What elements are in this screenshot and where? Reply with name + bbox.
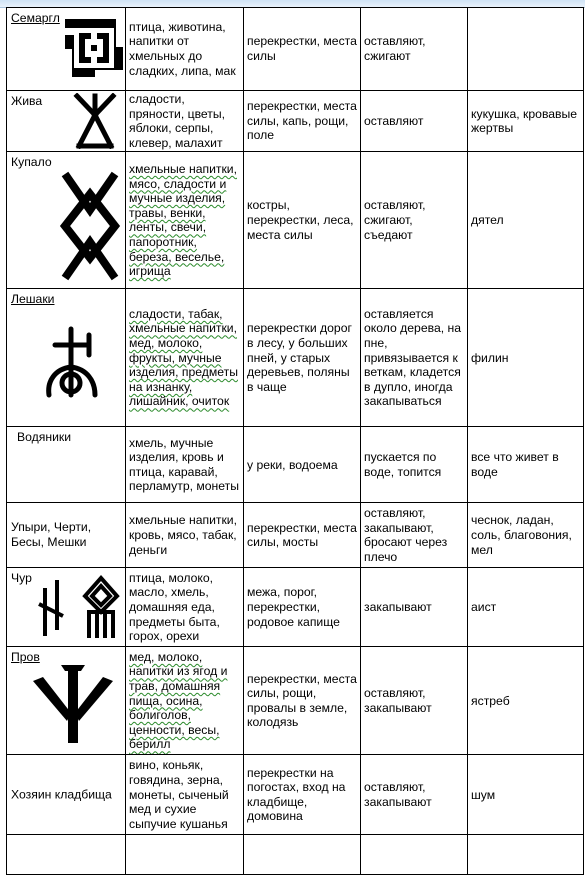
places-cell: перекрестки дорог в лесу, у больших пней, у старых деревьев, поляны в чаще bbox=[244, 289, 361, 427]
offerings-cell: птица, молоко, масло, хмель, домашняя еда, предметы быта, горох, орехи bbox=[126, 568, 244, 647]
deity-name: Семаргл bbox=[11, 11, 60, 25]
handling-cell: оставляют, закапывают, бросают через плечо bbox=[361, 503, 468, 568]
sacrifice-cell: аист bbox=[468, 568, 584, 647]
offerings-text: мед, молоко, напитки из ягод и трав, домашняя пища, осина, болиголов, ценности, весы, берилл bbox=[129, 649, 228, 752]
deity-cell bbox=[7, 568, 126, 647]
sacrifice-cell: все что живет в воде bbox=[468, 427, 584, 503]
deity-cell bbox=[7, 8, 126, 91]
sacrifice-cell: шум bbox=[468, 755, 584, 835]
chur-rune-symbols-icon bbox=[35, 574, 121, 640]
prov-trident-symbol-icon bbox=[31, 661, 115, 745]
table-row-empty bbox=[7, 835, 584, 875]
offerings-cell: птица, животина, напитки от хмельных до сладких, липа, мак bbox=[126, 8, 244, 91]
handling-cell: оставляют, закапывают bbox=[361, 755, 468, 835]
sacrifice-cell: ястреб bbox=[468, 647, 584, 755]
offerings-table bbox=[6, 7, 584, 875]
kupalo-rhombus-symbol-icon bbox=[57, 170, 123, 282]
deity-name: Водяники bbox=[17, 430, 72, 445]
handling-cell: оставляют bbox=[361, 91, 468, 152]
offerings-cell: хмель, мучные изделия, кровь и птица, каравай, перламутр, монеты bbox=[126, 427, 244, 503]
table-row bbox=[7, 8, 584, 91]
empty-cell bbox=[468, 835, 584, 875]
deity-name: Жива bbox=[11, 94, 43, 108]
handling-cell: оставляют, сжигают, съедают bbox=[361, 152, 468, 289]
offerings-cell: вино, коньяк, говядина, зерна, монеты, сыченый мед и сухие сыпучие кушанья bbox=[126, 755, 244, 835]
deity-cell bbox=[7, 755, 126, 835]
deity-name: Чур bbox=[11, 571, 32, 586]
deity-cell bbox=[7, 647, 126, 755]
handling-cell: пускается по воде, топится bbox=[361, 427, 468, 503]
sacrifice-cell bbox=[468, 8, 584, 91]
empty-cell bbox=[244, 835, 361, 875]
deity-cell bbox=[7, 289, 126, 427]
table-row bbox=[7, 152, 584, 289]
sacrifice-cell: дятел bbox=[468, 152, 584, 289]
zhiva-rune-symbol-icon bbox=[73, 93, 117, 149]
sacrifice-cell: кукушка, кровавые жертвы bbox=[468, 91, 584, 152]
places-cell: перекрестки, места силы, капь, рощи, поле bbox=[244, 91, 361, 152]
table-row bbox=[7, 568, 584, 647]
places-cell: у реки, водоема bbox=[244, 427, 361, 503]
deity-name: Лешаки bbox=[11, 292, 55, 307]
empty-cell bbox=[361, 835, 468, 875]
offerings-text: хмельные напитки, мясо, сладости и мучные изделия, травы, венки, ленты, свечи, папоротник, береза, веселье, игрища bbox=[129, 162, 237, 279]
sacrifice-cell: филин bbox=[468, 289, 584, 427]
table-row bbox=[7, 91, 584, 152]
offerings-cell bbox=[126, 152, 244, 289]
places-cell: перекрестки, места силы bbox=[244, 8, 361, 91]
table-row bbox=[7, 755, 584, 835]
deity-cell bbox=[7, 152, 126, 289]
deity-name: Хозяин кладбища bbox=[11, 787, 112, 802]
empty-cell bbox=[126, 835, 244, 875]
deity-name: Купало bbox=[11, 155, 52, 170]
table-row bbox=[7, 427, 584, 503]
offerings-cell bbox=[126, 289, 244, 427]
table-row bbox=[7, 289, 584, 427]
places-cell: перекрестки на погостах, вход на кладбище, домовина bbox=[244, 755, 361, 835]
deity-cell bbox=[7, 91, 126, 152]
deity-cell bbox=[7, 427, 126, 503]
handling-cell: оставляют, сжигают bbox=[361, 8, 468, 91]
offerings-cell: хмельные напитки, кровь, мясо, табак, деньги bbox=[126, 503, 244, 568]
places-cell: перекрестки, места силы, мосты bbox=[244, 503, 361, 568]
leshak-rune-symbol-icon bbox=[41, 325, 103, 399]
deity-cell bbox=[7, 503, 126, 568]
semargl-swastika-symbol-icon bbox=[65, 19, 123, 77]
sacrifice-cell: чеснок, ладан, соль, благовония, мел bbox=[468, 503, 584, 568]
deity-name: Упыри, Черти, Бесы, Мешки bbox=[11, 520, 92, 550]
places-cell: межа, порог, перекрестки, родовое капище bbox=[244, 568, 361, 647]
offerings-cell bbox=[126, 647, 244, 755]
handling-cell: оставляется около дерева, на пне, привязывается к веткам, кладется в дупло, иногда закапываться bbox=[361, 289, 468, 427]
empty-cell bbox=[7, 835, 126, 875]
deity-name: Пров bbox=[11, 650, 40, 665]
offerings-cell: сладости, пряности, цветы, яблоки, серпы, клевер, малахит bbox=[126, 91, 244, 152]
offerings-text: сладости, табак, хмельные напитки, мед, молоко, фрукты, мучные изделия, предметы на изнанку, лишайник, очиток bbox=[129, 306, 238, 409]
places-cell: перекрестки, места силы, рощи, провалы в земле, колодязь bbox=[244, 647, 361, 755]
handling-cell: закапывают bbox=[361, 568, 468, 647]
places-cell: костры, перекрестки, леса, места силы bbox=[244, 152, 361, 289]
handling-cell: оставляют, закапывают bbox=[361, 647, 468, 755]
table-row bbox=[7, 647, 584, 755]
table-row bbox=[7, 503, 584, 568]
